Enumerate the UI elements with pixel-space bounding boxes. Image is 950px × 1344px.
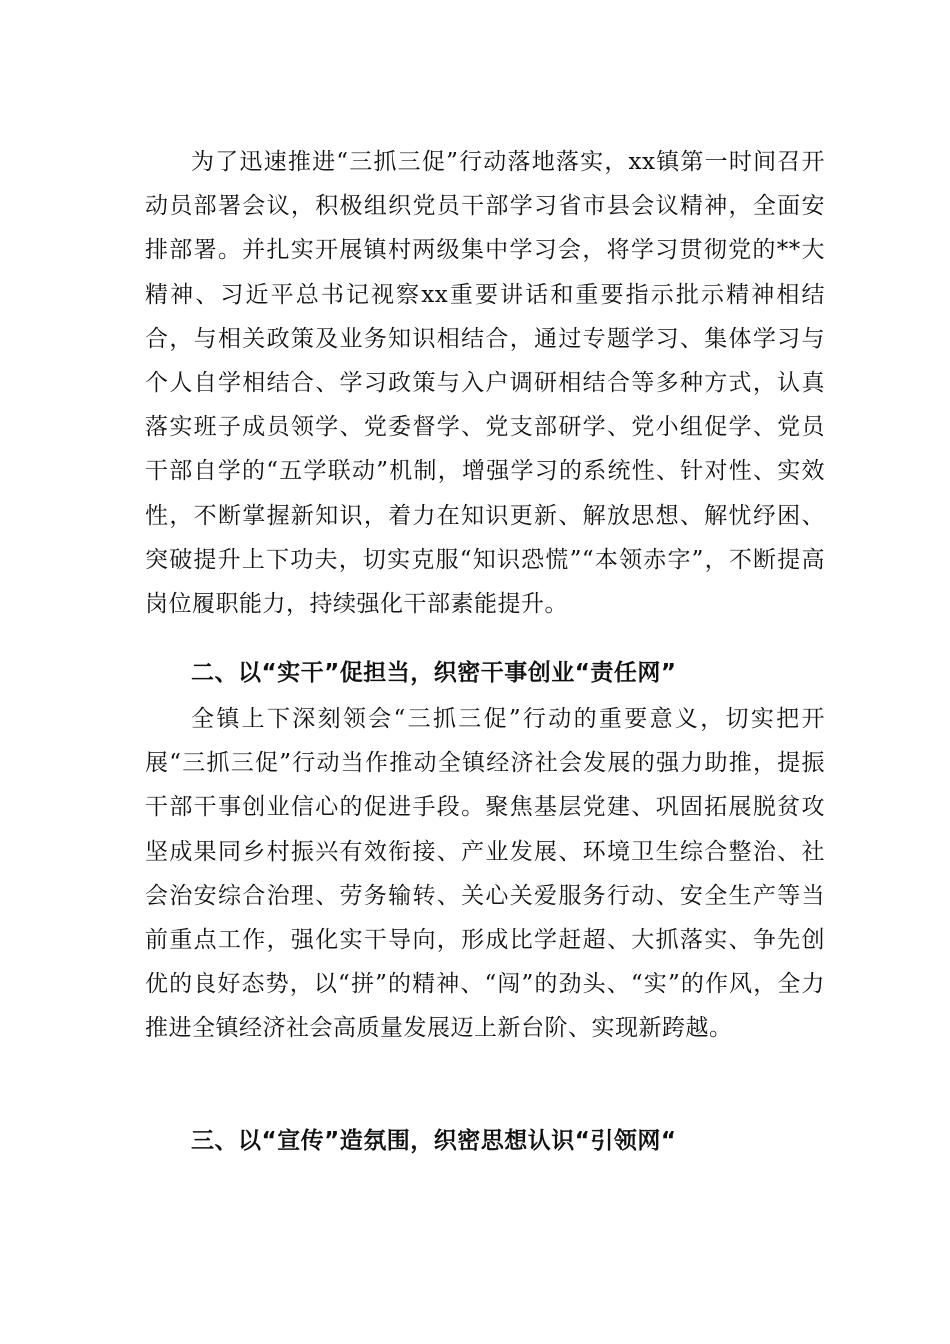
body-paragraph-2: 全镇上下深刻领会“三抓三促”行动的重要意义，切实把开展“三抓三促”行动当作推动全镇经济社会发展的强力助推，提振干部干事创业信心的促进手段。聚焦基层党建、巩固拓展脱贫攻坚成果同乡村振兴有效衔接、产业发展、环境卫生综合整治、社会治安综合治理、劳务输转、关心关爱服务行动、安全生产等当前重点工作，强化实干导向，形成比学赶超、大抓落实、争先创优的良好态势，以“拼”的精神、“闯”的劲头、“实”的作风，全力推进全镇经济社会高质量发展迈上新台阶、实现新跨越。 — [145, 706, 825, 1042]
section-heading-3: 三、以“宣传”造氛围，织密思想认识“引领网“ — [191, 1128, 677, 1154]
body-paragraph-1: 为了迅速推进“三抓三促”行动落地落实，xx镇第一时间召开动员部署会议，积极组织党员干部学习省市县会议精神，全面安排部署。并扎实开展镇村两级集中学习会，将学习贯彻党的**大精神、习近平总书记视察xx重要讲话和重要指示批示精神相结合，与相关政策及业务知识相结合，通过专题学习、集体学习与个人自学相结合、学习政策与入户调研相结合等多种方式，认真落实班子成员领学、党委督学、党支部研学、党小组促学、党员干部自学的“五学联动”机制，增强学习的系统性、针对性、实效性，不断掌握新知识，着力在知识更新、解放思想、解忧纾困、突破提升上下功夫，切实克服“知识恐慌”“本领赤字”，不断提高岗位履职能力，持续强化干部素能提升。 — [145, 149, 825, 618]
section-heading-2: 二、以“实干”促担当，织密干事创业“责任网” — [191, 660, 677, 686]
